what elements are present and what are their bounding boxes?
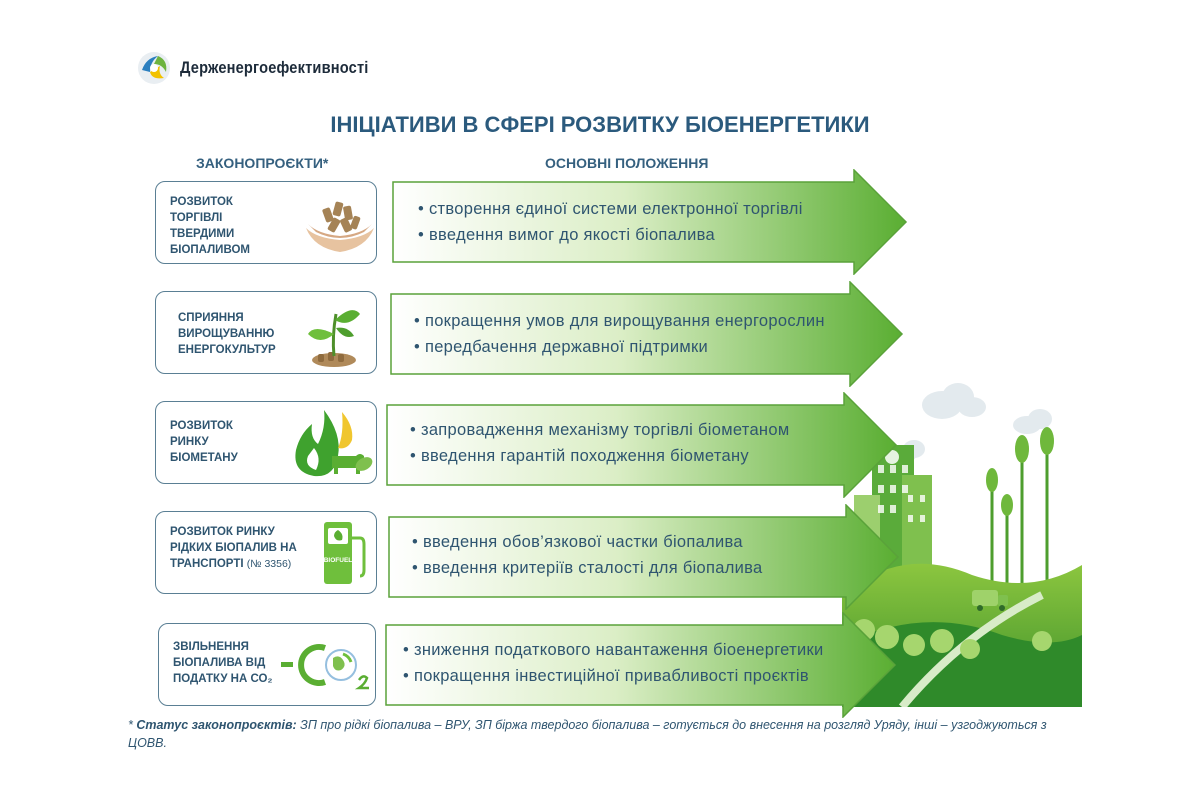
provision-list [412,529,763,581]
pump-label: BIOFUEL [323,557,353,564]
list-item: • покращення інвестиційної привабливості проєктів [403,667,809,685]
sprout-icon [304,300,364,368]
bill-label: РОЗВИТОК РИНКУ БІОМЕТАНУ [170,420,238,464]
provision-list [414,308,825,360]
co2-icon [277,636,373,696]
column-header-bills: ЗАКОНОПРОЄКТИ* [196,155,329,171]
bill-label: СПРИЯННЯ ВИРОЩУВАННЮ ЕНЕРГОКУЛЬТУР [178,312,276,356]
bill-box-biomethane [155,401,377,484]
column-header-provisions: ОСНОВНІ ПОЛОЖЕННЯ [545,155,709,171]
footnote: * Статус законопроєктів: ЗП про рідкі біопалива – ВРУ, ЗП біржа твердого біопалива – готується до внесення на розгляд Уряду, інші – узгоджуються з ЦОВВ. [128,718,1047,750]
provision-list [410,417,789,469]
list-item: • введення вимог до якості біопалива [418,226,715,244]
org-name: Держенергоефективності [180,58,369,77]
bill-label: РОЗВИТОК ТОРГІВЛІ ТВЕРДИМИ БІОПАЛИВОМ [170,196,250,256]
biomethane-flame-icon [286,408,374,480]
bill-box-energy-crops [155,291,377,374]
page-title: ІНІЦІАТИВИ В СФЕРІ РОЗВИТКУ БІОЕНЕРГЕТИКИ [330,112,870,137]
list-item: • введення критеріїв сталості для біопалива [412,559,763,577]
footnote-lead: Статус законопроєктів: [136,718,297,732]
list-item: • зниження податкового навантаження біоенергетики [403,641,824,659]
list-item: • покращення умов для вирощування енергорослин [414,312,825,330]
bill-box-liquid-biofuel [155,511,377,594]
bill-label: РОЗВИТОК РИНКУ РІДКИХ БІОПАЛИВ НА ТРАНСПОРТІ (№ 3356) [170,526,297,570]
list-item: • передбачення державної підтримки [414,338,709,356]
bill-number: (№ 3356) [246,558,292,570]
provision-list [418,196,803,248]
list-item: • введення обов’язкової частки біопалива [412,533,743,551]
bill-box-solid-biofuel [155,181,377,264]
list-item: • запровадження механізму торгівлі біометаном [410,421,790,439]
provision-list [403,637,824,689]
biofuel-pump-icon [320,518,370,588]
org-logo-icon [136,50,172,86]
pellets-in-hands-icon [304,188,376,258]
footnote-text: ЗП про рідкі біопалива – ВРУ, ЗП біржа твердого біопалива – готується до внесення на розгляд Уряду, інші – узгоджуються з ЦОВВ. [128,718,1047,750]
list-item: • введення гарантій походження біометану [410,447,749,465]
bill-box-co2-tax [158,623,376,706]
list-item: • створення єдиної системи електронної торгівлі [418,200,803,218]
bill-label: ЗВІЛЬНЕННЯ БІОПАЛИВА ВІД ПОДАТКУ НА СО₂ [173,641,273,685]
org-logo [136,50,399,86]
